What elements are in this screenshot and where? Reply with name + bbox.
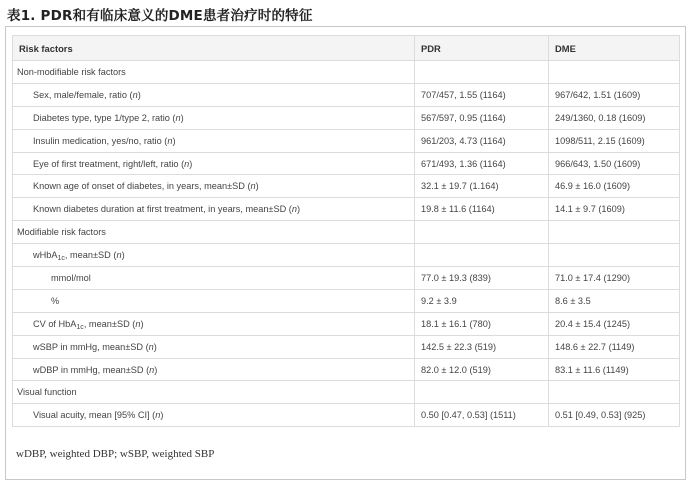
pdr-value bbox=[415, 221, 549, 244]
table-frame bbox=[5, 26, 686, 480]
table-row bbox=[13, 358, 680, 381]
risk-factor-text: % bbox=[51, 295, 60, 306]
table-row bbox=[13, 404, 680, 427]
table-row bbox=[13, 129, 680, 152]
pdr-value bbox=[415, 61, 549, 84]
risk-factor-label bbox=[13, 335, 415, 358]
risk-factor-label bbox=[13, 152, 415, 175]
dme-value: 967/642, 1.51 (1609) bbox=[549, 83, 680, 106]
dme-value: 0.51 [0.49, 0.53] (925) bbox=[549, 404, 680, 427]
risk-factor-text: CV of HbA bbox=[33, 318, 77, 329]
risk-factor-label bbox=[13, 289, 415, 312]
table-footnote: wDBP, weighted DBP; wSBP, weighted SBP bbox=[16, 448, 215, 460]
risk-factor-text: Visual function bbox=[17, 387, 77, 398]
table-body bbox=[13, 61, 680, 427]
dme-value: 1098/511, 2.15 (1609) bbox=[549, 129, 680, 152]
dme-value bbox=[549, 61, 680, 84]
table-row bbox=[13, 175, 680, 198]
risk-factor-label bbox=[13, 61, 415, 84]
pdr-value: 567/597, 0.95 (1164) bbox=[415, 106, 549, 129]
table-row bbox=[13, 198, 680, 221]
pdr-value: 77.0 ± 19.3 (839) bbox=[415, 267, 549, 290]
table-row bbox=[13, 312, 680, 335]
risk-factor-label bbox=[13, 83, 415, 106]
dme-value bbox=[549, 244, 680, 267]
dme-value: 249/1360, 0.18 (1609) bbox=[549, 106, 680, 129]
pdr-value: 961/203, 4.73 (1164) bbox=[415, 129, 549, 152]
risk-factor-subscript: 1c bbox=[76, 323, 84, 331]
dme-value: 14.1 ± 9.7 (1609) bbox=[549, 198, 680, 221]
table-row bbox=[13, 289, 680, 312]
table-row bbox=[13, 381, 680, 404]
risk-factor-label bbox=[13, 312, 415, 335]
risk-factor-text: Non-modifiable risk factors bbox=[17, 66, 126, 77]
pdr-value: 9.2 ± 3.9 bbox=[415, 289, 549, 312]
risk-factor-label bbox=[13, 198, 415, 221]
risk-factor-label bbox=[13, 175, 415, 198]
dme-value bbox=[549, 221, 680, 244]
pdr-value: 32.1 ± 19.7 (1.164) bbox=[415, 175, 549, 198]
table-caption: 表1. PDR和有临床意义的DME患者治疗时的特征 bbox=[7, 8, 313, 24]
dme-value: 148.6 ± 22.7 (1149) bbox=[549, 335, 680, 358]
pdr-value: 707/457, 1.55 (1164) bbox=[415, 83, 549, 106]
dme-value: 8.6 ± 3.5 bbox=[549, 289, 680, 312]
table-row bbox=[13, 221, 680, 244]
risk-factor-text: Diabetes type, type 1/type 2, ratio (n) bbox=[33, 112, 184, 123]
dme-value: 83.1 ± 11.6 (1149) bbox=[549, 358, 680, 381]
pdr-value bbox=[415, 244, 549, 267]
dme-value: 966/643, 1.50 (1609) bbox=[549, 152, 680, 175]
dme-value: 20.4 ± 15.4 (1245) bbox=[549, 312, 680, 335]
table-row bbox=[13, 152, 680, 175]
table-row bbox=[13, 61, 680, 84]
risk-factor-label bbox=[13, 221, 415, 244]
risk-factors-table bbox=[12, 35, 680, 427]
risk-factor-suffix: , mean±SD (n) bbox=[83, 318, 144, 329]
pdr-value: 19.8 ± 11.6 (1164) bbox=[415, 198, 549, 221]
table-row bbox=[13, 83, 680, 106]
risk-factor-text: mmol/mol bbox=[51, 272, 91, 283]
pdr-value: 671/493, 1.36 (1164) bbox=[415, 152, 549, 175]
risk-factor-text: Eye of first treatment, right/left, ratio (n) bbox=[33, 158, 193, 169]
risk-factor-label bbox=[13, 381, 415, 404]
risk-factor-suffix: , mean±SD (n) bbox=[64, 250, 125, 261]
risk-factor-label bbox=[13, 129, 415, 152]
pdr-value: 142.5 ± 22.3 (519) bbox=[415, 335, 549, 358]
risk-factor-text: Insulin medication, yes/no, ratio (n) bbox=[33, 135, 176, 146]
risk-factor-label bbox=[13, 404, 415, 427]
risk-factor-label bbox=[13, 106, 415, 129]
risk-factor-text: wSBP in mmHg, mean±SD (n) bbox=[33, 341, 157, 352]
dme-value: 46.9 ± 16.0 (1609) bbox=[549, 175, 680, 198]
header-risk-factors: Risk factors bbox=[13, 36, 415, 61]
table-row bbox=[13, 244, 680, 267]
pdr-value: 18.1 ± 16.1 (780) bbox=[415, 312, 549, 335]
dme-value bbox=[549, 381, 680, 404]
risk-factor-text: Known age of onset of diabetes, in years, mean±SD (n) bbox=[33, 181, 259, 192]
risk-factor-text: Sex, male/female, ratio (n) bbox=[33, 89, 141, 100]
risk-factor-text: Modifiable risk factors bbox=[17, 227, 106, 238]
risk-factor-text: Visual acuity, mean [95% CI] (n) bbox=[33, 410, 164, 421]
risk-factor-label bbox=[13, 358, 415, 381]
risk-factor-label bbox=[13, 244, 415, 267]
risk-factor-subscript: 1c bbox=[57, 255, 65, 263]
table-row bbox=[13, 335, 680, 358]
table-row bbox=[13, 106, 680, 129]
risk-factor-text: wHbA bbox=[33, 250, 58, 261]
table-row bbox=[13, 267, 680, 290]
pdr-value bbox=[415, 381, 549, 404]
dme-value: 71.0 ± 17.4 (1290) bbox=[549, 267, 680, 290]
risk-factor-text: wDBP in mmHg, mean±SD (n) bbox=[33, 364, 158, 375]
header-pdr: PDR bbox=[415, 36, 549, 61]
risk-factor-text: Known diabetes duration at first treatment, in years, mean±SD (n) bbox=[33, 204, 301, 215]
header-dme: DME bbox=[549, 36, 680, 61]
pdr-value: 0.50 [0.47, 0.53] (1511) bbox=[415, 404, 549, 427]
table-header-row bbox=[13, 36, 680, 61]
pdr-value: 82.0 ± 12.0 (519) bbox=[415, 358, 549, 381]
risk-factor-label bbox=[13, 267, 415, 290]
